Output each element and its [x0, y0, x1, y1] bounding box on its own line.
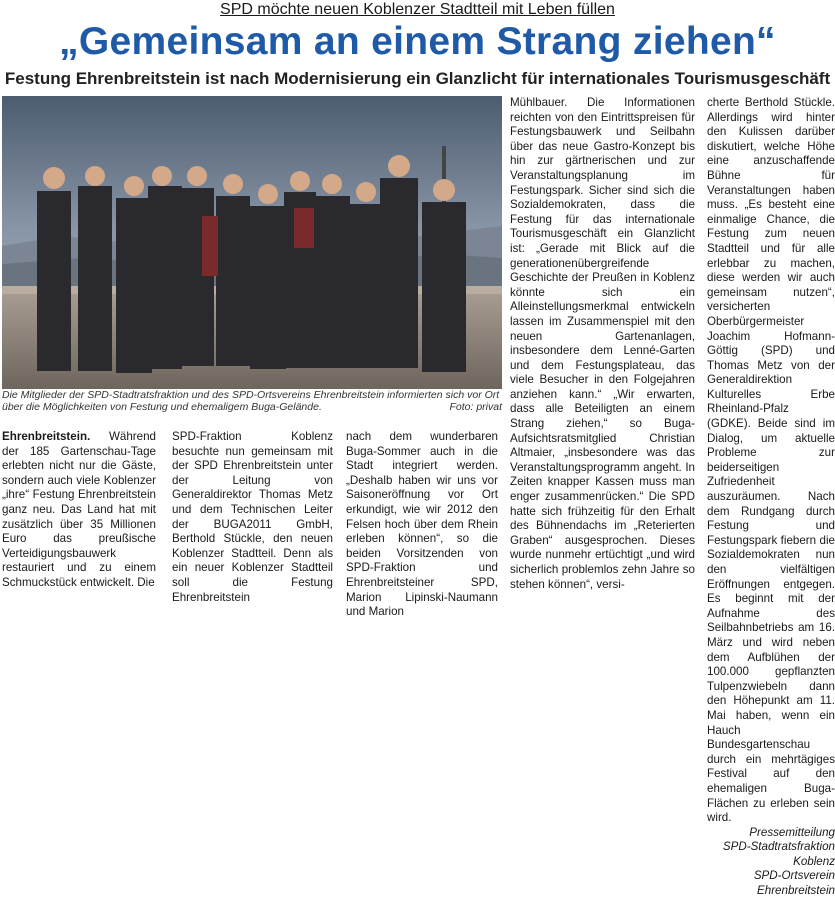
column-text: nach dem wunderbaren Buga-Sommer auch in die Stadt integriert werden. „Deshalb haben wir uns vor Saisoneröffnung vor Ort erkundigt, wie wir 2012 den Felsen hoch über dem Rhein erleben können“, so die beiden Vorsitzenden von SPD-Fraktion und Ehrenbreitsteiner SPD, Marion Lipinski-Naumann und Marion: [346, 430, 498, 619]
caption-text: Die Mitglieder der SPD-Stadtratsfraktion und des SPD-Ortsvereins Ehrenbreitstein informierten sich vor Ort über die Möglichkeiten von Festung und ehemaligem Buga-Gelände.: [2, 389, 500, 413]
article-column-3: [346, 430, 498, 619]
article-headline: „Gemeinsam an einem Strang ziehen“: [59, 20, 776, 63]
article-column-1: [2, 430, 156, 589]
column-text: SPD-Fraktion Koblenz besuchte nun gemeinsam mit der SPD Ehrenbreitstein unter der Leitung von Generaldirektor Thomas Metz und dem Technischen Leiter der BUGA2011 GmbH, Berthold Stückle, den neuen Koblenzer Stadtteil. Denn als ein neuer Koblenzer Stadtteil soll die Festung Ehrenbreitstein: [172, 430, 333, 604]
article-column-5: [707, 96, 835, 898]
column-text: cherte Berthold Stückle. Allerdings wird hinter den Kulissen darüber diskutiert, welche Höhe eine anzuschaffende Bühne für Veranstaltungen haben muss. „Es besteht eine einmalige Chance, die Festung zum neuen Stadtteil und für alle erlebbar zu machen, diese werden wir auch gemeinsam nutzen“, versicherten Oberbürgermeister Joachim Hofmann-Göttig (SPD) und Thomas Metz von der Generaldirektion Kulturelles Erbe Rheinland-Pfalz (GDKE). Beide sind im Dialog, um aktuelle Probleme zur beiderseitigen Zufriedenheit auszuräumen. Nach dem Rundgang durch Festung und Festungspark fiebern die Sozialdemokraten nun den vielfältigen Eröffnungen entgegen. Es beginnt mit der Aufnahme des Seilbahnbetriebs am 16. März und wird neben dem Aufblühen der 100.000 gepflanzten Tulpenzwiebeln dann den Höhepunkt am 11. Mai haben, wenn ein Hauch Bundesgartenschau durch ein mehrtägiges Festival auf den ehemaligen Buga-Flächen zu erleben sein wird.: [707, 96, 835, 825]
group-photo: [2, 96, 502, 389]
group-photo-image: [2, 96, 502, 389]
article-column-2: [172, 430, 333, 604]
column-text: Mühlbauer. Die Informationen reichten von den Eintrittspreisen für Festungsbauwerk und Seilbahn über das neue Gastro-Konzept bis hin zur gärtnerischen und zur Veranstaltungsplanung im Festungspark. Sicher sind sich die Sozialdemokraten, dass die Festung für das internationale Tourismusgeschäft ein Glanzlicht ist: „Gerade mit Blick auf die generationenübergreifende Geschichte der Preußen in Koblenz könnte sich ein Alleinstellungsmerkmal entwickeln lassen im Zusammenspiel mit den neuen Gartenanlagen, insbesondere dem Lenné-Garten und dem Festungsplateau, das viele Besucher in den Folgejahren anziehen kann.“ „Wir erwarten, dass alle Beteiligten an einem Strang ziehen,“ so Buga-Aufsichtsratsmitglied Christian Altmaier, „insbesondere was das Veranstaltungsprogramm angeht. In Zeiten knapper Kassen muss man enger zusammenrücken.“ Die SPD hatte sich frühzeitig für den Erhalt des Bühnendachs im „Reterierten Graben“ ausgesprochen. Dieses wurde nunmehr ertüchtigt „und wird sicherlich problemlos zehn Jahre so stehen können“, versi-: [510, 96, 695, 591]
column-text: Während der 185 Gartenschau-Tage erlebten nicht nur die Gäste, sondern auch viele Koblenzer „ihre“ Festung Ehrenbreitstein ganz neu. Das Land hat mit zusätzlich über 35 Millionen Euro das preußische Verteidigungsbauwerk restauriert und zu einem Schmuckstück entwickelt. Die: [2, 430, 156, 589]
photo-caption: [2, 389, 502, 413]
dateline: Ehrenbreitstein.: [2, 430, 91, 443]
signature-line: SPD-Stadtratsfraktion Koblenz: [722, 840, 835, 868]
signature-line: Pressemitteilung: [749, 825, 835, 839]
article-kicker: SPD möchte neuen Koblenzer Stadtteil mit Leben füllen: [220, 1, 615, 18]
photo-credit: Foto: privat: [449, 401, 502, 413]
article-subheadline: Festung Ehrenbreitstein ist nach Modernisierung ein Glanzlicht für internationales Tourismusgeschäft: [4, 69, 831, 88]
article-column-4: [510, 96, 695, 591]
signature-line: SPD-Ortsverein Ehrenbreitstein: [753, 869, 835, 898]
